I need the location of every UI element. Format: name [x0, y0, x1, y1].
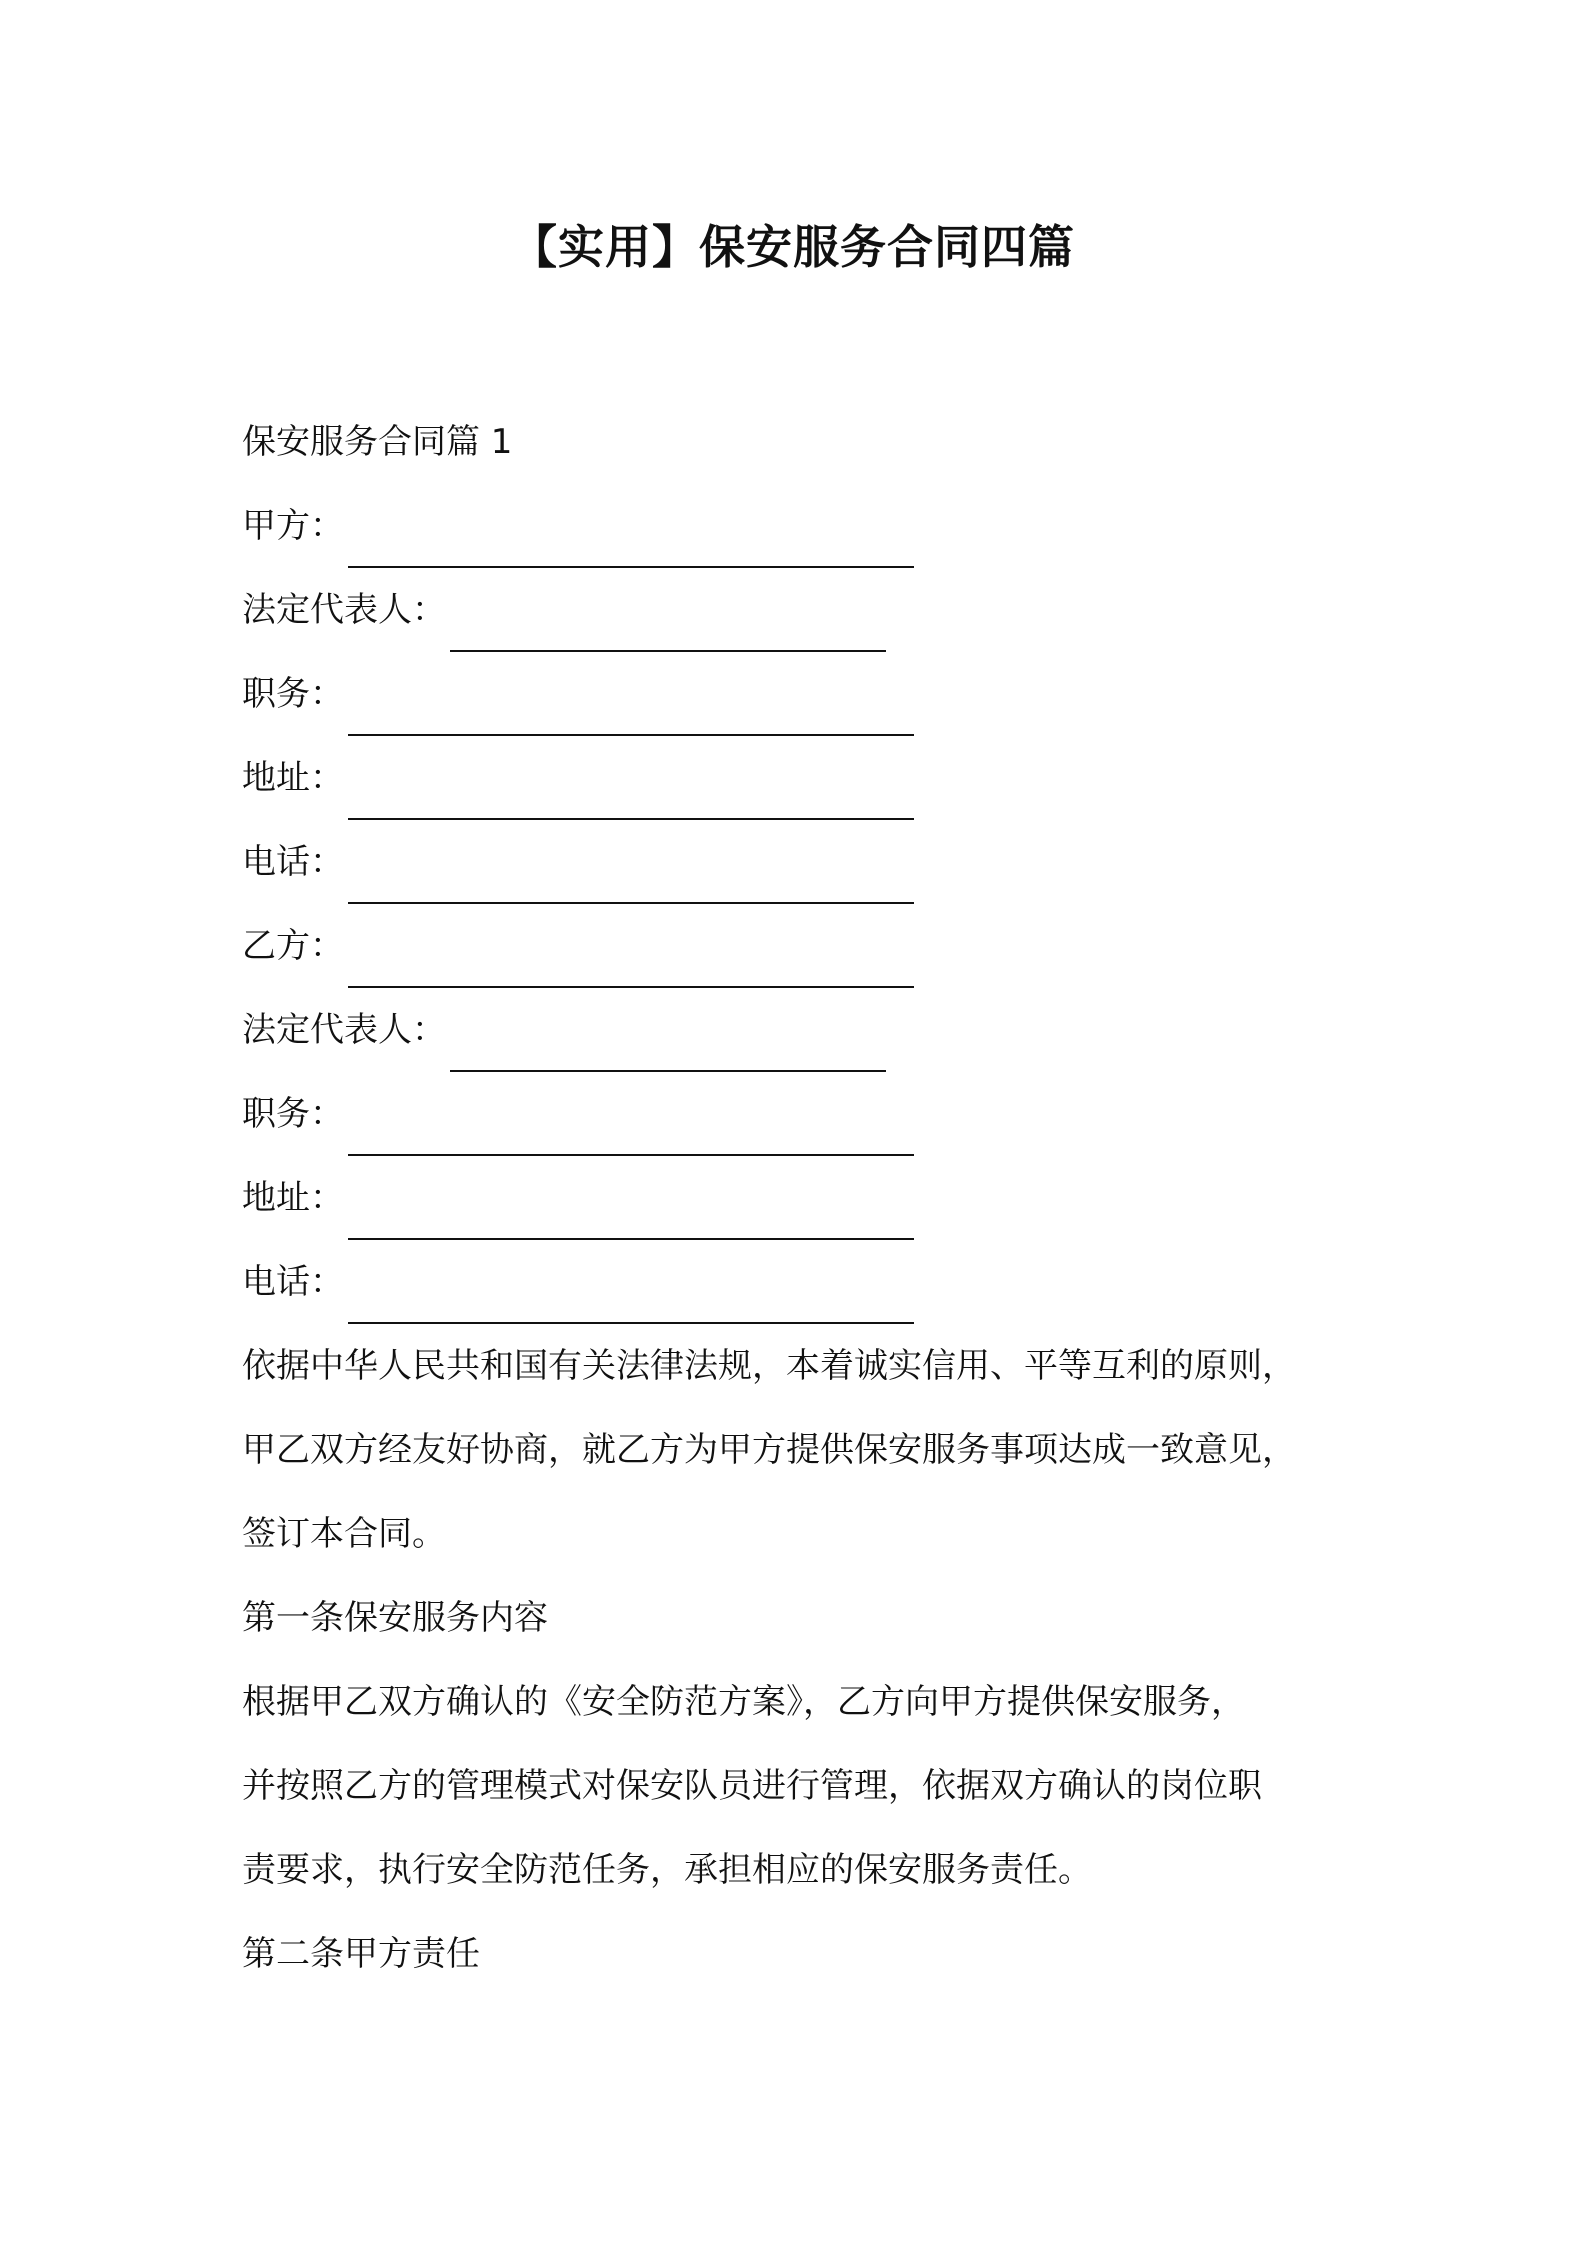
party-a-label: 甲方： [242, 506, 344, 546]
party-b-representative-blank [450, 1010, 886, 1072]
intro-line: 签订本合同。 [242, 1514, 446, 1554]
party-a-address-label: 地址： [242, 758, 344, 798]
party-b-phone-field [242, 1240, 1392, 1324]
party-a-address-field [242, 736, 1392, 820]
article-1-line: 并按照乙方的管理模式对保安队员进行管理，依据双方确认的岗位职 [242, 1766, 1262, 1806]
party-a-position-blank [348, 674, 914, 736]
article-1-line: 根据甲乙双方确认的《安全防范方案》，乙方向甲方提供保安服务， [242, 1682, 1245, 1722]
party-b-field [242, 904, 1392, 988]
article-1-heading: 第一条保安服务内容 [242, 1598, 548, 1638]
party-b-position-label: 职务： [242, 1094, 344, 1134]
party-a-phone-label: 电话： [242, 842, 344, 882]
party-b-position-blank [348, 1094, 914, 1156]
party-a-representative-field [242, 568, 1392, 652]
party-b-address-label: 地址： [242, 1178, 344, 1218]
party-a-representative-blank [450, 590, 886, 652]
article-1-line: 责要求，执行安全防范任务，承担相应的保安服务责任。 [242, 1850, 1092, 1890]
party-b-representative-field [242, 988, 1392, 1072]
party-a-representative-label: 法定代表人： [242, 590, 446, 630]
article-2-heading: 第二条甲方责任 [242, 1934, 480, 1974]
party-b-representative-label: 法定代表人： [242, 1010, 446, 1050]
party-b-phone-label: 电话： [242, 1262, 344, 1302]
section-heading: 保安服务合同篇 1 [242, 422, 513, 462]
party-b-label: 乙方： [242, 926, 344, 966]
party-b-phone-blank [348, 1262, 914, 1324]
document-body [242, 400, 1392, 1996]
party-a-phone-blank [348, 842, 914, 904]
party-b-blank [348, 926, 914, 988]
party-a-phone-field [242, 820, 1392, 904]
intro-line: 依据中华人民共和国有关法律法规，本着诚实信用、平等互利的原则， [242, 1346, 1296, 1386]
party-a-position-field [242, 652, 1392, 736]
intro-line: 甲乙双方经友好协商，就乙方为甲方提供保安服务事项达成一致意见， [242, 1430, 1296, 1470]
party-a-blank [348, 506, 914, 568]
party-a-field [242, 484, 1392, 568]
party-b-position-field [242, 1072, 1392, 1156]
document-title: 【实用】保安服务合同四篇 [511, 220, 1075, 274]
party-b-address-field [242, 1156, 1392, 1240]
party-b-address-blank [348, 1178, 914, 1240]
party-a-position-label: 职务： [242, 674, 344, 714]
party-a-address-blank [348, 758, 914, 820]
